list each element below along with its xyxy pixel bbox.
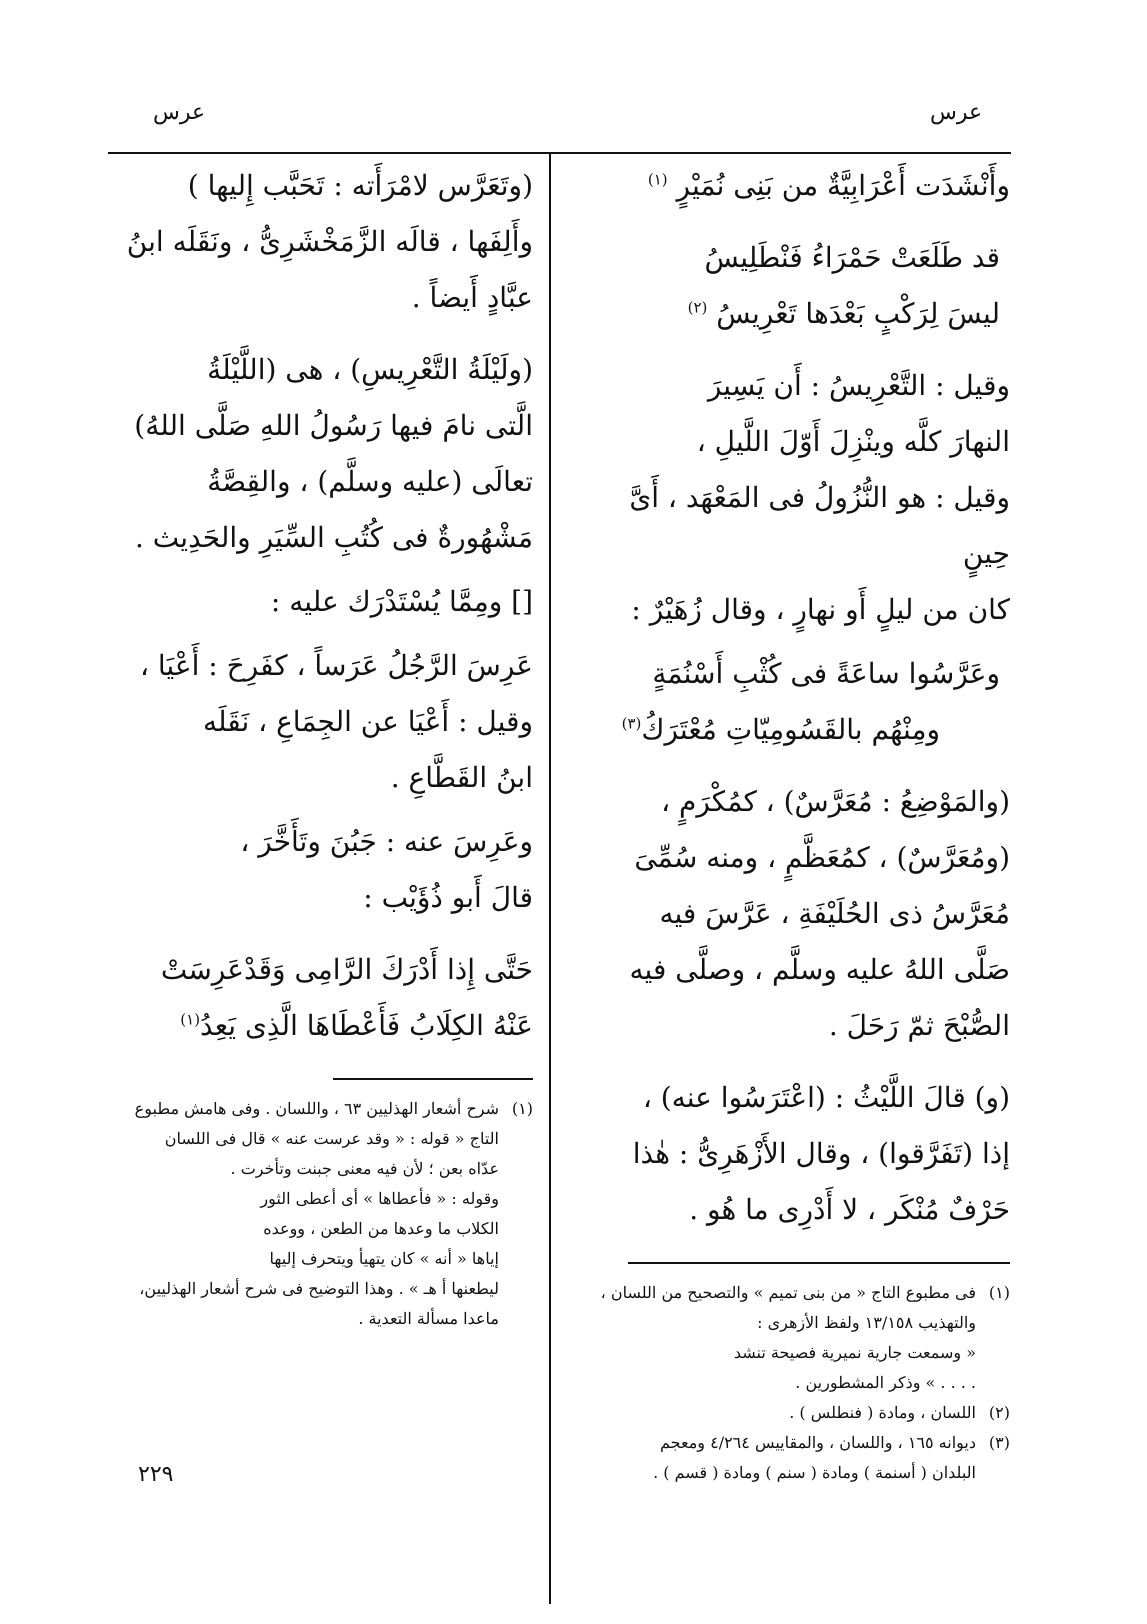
footnote-number: (٣) bbox=[988, 1433, 1010, 1452]
footnote-text: البلدان ( أسنمة ) ومادة ( سنم ) ومادة ( قسم ) . bbox=[653, 1463, 976, 1482]
footnote-marker: (٢) bbox=[687, 298, 708, 317]
text-line: ابنُ القَطَّاعِ . bbox=[390, 761, 533, 794]
footnote-rule bbox=[628, 1262, 1010, 1264]
text-line: ليسَ لِرَكْبٍ بَعْدَها تَعْرِيسُ bbox=[716, 297, 1000, 330]
right-column bbox=[580, 158, 1010, 1488]
footnote-marker: (٣) bbox=[621, 714, 642, 733]
text-line: وقيل : التَّعْرِيسُ : أَن يَسِيرَ bbox=[707, 369, 1010, 402]
footnote-marker: (١) bbox=[647, 170, 668, 189]
text-line: (ولَيْلَةُ التَّعْرِيسِ) ، هى (اللَّيْلَةُ bbox=[207, 353, 533, 386]
text-line: تعالَى (عليه وسلَّم) ، والقِصَّةُ bbox=[207, 465, 533, 498]
text-line: مُعَرَّسُ ذى الحُلَيْفَةِ ، عَرَّسَ فيه bbox=[659, 897, 1010, 930]
footnote-marker: (١) bbox=[180, 1010, 201, 1029]
text-line: عَرِسَ الرَّجُلُ عَرَساً ، كفَرِحَ : أَعْيَا ، bbox=[139, 649, 533, 682]
text-line: مَشْهُورةٌ فى كُتُبِ السِّيَرِ والحَدِيث . bbox=[134, 521, 533, 554]
text-line: إذا (تَفَرَّقوا) ، وقال الأَزْهَرِىُّ : هٰذا bbox=[632, 1137, 1010, 1170]
footnotes-right bbox=[580, 1278, 1010, 1488]
text-line: (والمَوْضِعُ : مُعَرَّسٌ) ، كمُكْرَمٍ ، bbox=[661, 785, 1010, 818]
footnote bbox=[580, 1398, 1010, 1428]
footnote-text: شرح أشعار الهذليين ٦٣ ، واللسان . وفى هامش مطبوع bbox=[134, 1099, 499, 1118]
verse-line bbox=[115, 998, 533, 1054]
page-number: ٢٢٩ bbox=[138, 1462, 174, 1487]
footnote-number: (٢) bbox=[988, 1403, 1010, 1422]
verse-line bbox=[580, 702, 1010, 758]
text-line: كان من ليلٍ أَو نهارٍ ، وقال زُهَيْرٌ : bbox=[631, 593, 1010, 626]
footnote-rule bbox=[333, 1078, 533, 1080]
text-line: وقيل : أَعْيَا عن الجِمَاعِ ، نَقَلَه bbox=[203, 705, 533, 738]
footnote-text: عدّاه بعن ؛ لأن فيه معنى جبنت وتأخرت . bbox=[230, 1159, 499, 1178]
footnote bbox=[580, 1428, 1010, 1458]
header-rule bbox=[108, 152, 1011, 154]
paragraph bbox=[580, 158, 1010, 214]
footnote-text: « وسمعت جارية نميرية فصيحة تنشد bbox=[733, 1343, 976, 1362]
verse-line: قد طَلَعَتْ حَمْرَاءُ فَنْطَلِيسُ bbox=[704, 241, 1000, 274]
footnote-text: الكلاب ما وعدها من الطعن ، ووعده bbox=[263, 1219, 499, 1238]
running-head-left: عرس bbox=[153, 100, 206, 125]
text-line: صَلَّى اللهُ عليه وسلَّم ، وصلَّى فيه bbox=[629, 953, 1010, 986]
footnote-text: التاج « قوله : « وقد عرست عنه » قال فى اللسان bbox=[164, 1129, 499, 1148]
text-line: (و) قالَ اللَّيْثُ : (اعْتَرَسُوا عنه) ، bbox=[642, 1081, 1010, 1114]
verse-line bbox=[580, 286, 1010, 342]
text-line: النهارَ كلَّه وينْزِلَ أَوّلَ اللَّيلِ ، bbox=[696, 425, 1010, 458]
left-column bbox=[115, 158, 533, 1334]
text-line: [] ومِمَّا يُسْتَدْرَك عليه : bbox=[270, 585, 533, 618]
text-line: حَرْفٌ مُنْكَر ، لا أَدْرِى ما هُو . bbox=[689, 1193, 1010, 1226]
footnote-text: وقوله : « فأعطاها » أى أعطى الثور bbox=[260, 1189, 499, 1208]
footnote bbox=[115, 1094, 533, 1124]
footnote-number: (١) bbox=[988, 1283, 1010, 1302]
footnote bbox=[580, 1278, 1010, 1308]
footnote-number: (١) bbox=[511, 1099, 533, 1118]
verse-line: وعَرَّسُوا ساعَةً فى كُثْبِ أَسْنُمَةٍ bbox=[652, 657, 1000, 690]
text-line: (ومُعَرَّسٌ) ، كمُعَظَّمٍ ، ومنه سُمِّىَ bbox=[634, 841, 1010, 874]
text-line: وأَلِفَها ، قالَه الزَّمَخْشَرِىُّ ، ونَقَلَه ابنُ bbox=[126, 225, 533, 258]
text-line: ومِنْهُم بالقَسُومِيّاتِ مُعْتَرَكُ bbox=[641, 713, 940, 746]
footnote-text: ماعدا مسألة التعدية . bbox=[358, 1309, 499, 1328]
footnote-text: فى مطبوع التاج « من بنى تميم » والتصحيح من اللسان ، bbox=[600, 1283, 976, 1302]
footnote-text: ديوانه ١٦٥ ، واللسان ، والمقاييس ٤/٢٦٤ ومعجم bbox=[660, 1433, 976, 1452]
text-line: (وتَعَرَّس لامْرَأَته : تَحَبَّب إِليها ) bbox=[187, 169, 533, 202]
footnote-text: والتهذيب ١٣/١٥٨ ولفظ الأزهرى : bbox=[757, 1313, 976, 1332]
text-line: عَنْهُ الكِلَابُ فَأَعْطَاهَا الَّذِى يَعِدُ bbox=[200, 1009, 533, 1042]
verse-line: حَتَّى إِذا أَدْرَكَ الرَّامِى وَقَدْعَرِسَتْ bbox=[160, 953, 533, 986]
text-line: وعَرِسَ عنه : جَبُنَ وتَأَخَّرَ ، bbox=[240, 825, 533, 858]
text-line: الَّتى نامَ فيها رَسُولُ اللهِ صَلَّى اللهُ) bbox=[134, 409, 533, 442]
footnote-text: اللسان ، ومادة ( فنطلس ) . bbox=[789, 1403, 976, 1422]
text-line: الصُّبْحَ ثمّ رَحَلَ . bbox=[828, 1009, 1010, 1042]
footnote-text: إياها « أنه » كان يتهيأ ويتحرف إليها bbox=[269, 1249, 499, 1268]
footnotes-left bbox=[115, 1094, 533, 1334]
footnote-text: . . . . » وذكر المشطورين . bbox=[795, 1373, 976, 1392]
text-line: قالَ أَبو ذُؤَيْب : bbox=[363, 881, 533, 914]
text-line: وقيل : هو النُّزُولُ فى المَعْهَد ، أَىَّ حِينٍ bbox=[629, 481, 1010, 570]
text-line: وأَنْشَدَت أَعْرَابِيَّةٌ من بَنِى نُمَيْرٍ bbox=[676, 169, 1010, 202]
column-divider bbox=[549, 154, 551, 1604]
running-head-right: عرس bbox=[930, 100, 983, 125]
footnote-text: ليطعنها أ هـ » . وهذا التوضيح فى شرح أشعار الهذليين، bbox=[139, 1279, 499, 1298]
text-line: عبَّادٍ أَيضاً . bbox=[411, 281, 533, 314]
